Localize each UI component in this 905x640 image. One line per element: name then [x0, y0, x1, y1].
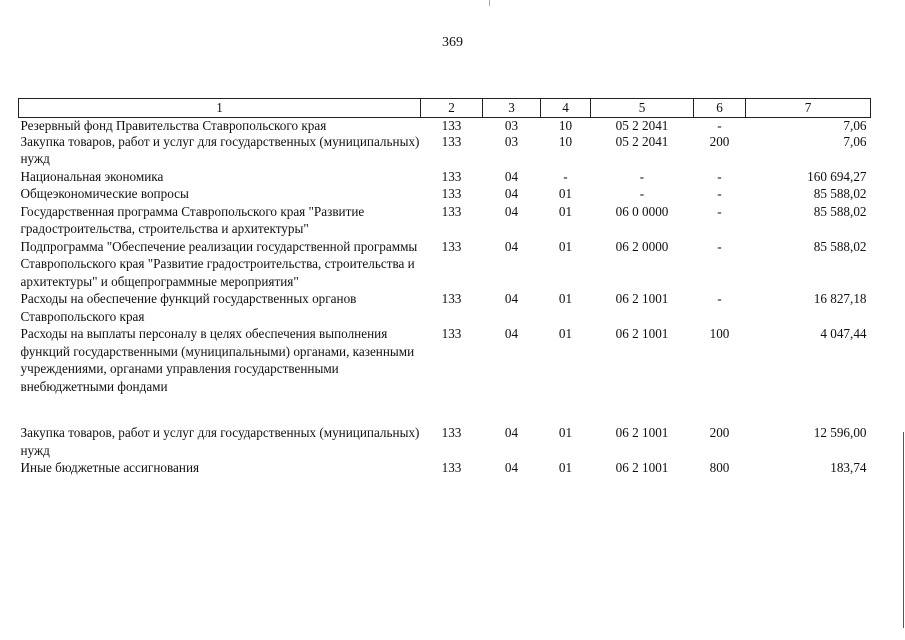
row-expense-type: - — [717, 117, 722, 133]
row-subsection: 01 — [558, 186, 573, 201]
budget-table — [18, 98, 871, 477]
row-target-article: 06 2 0000 — [615, 238, 669, 254]
row-name: Национальная экономика — [20, 168, 164, 184]
row-code: 133 — [441, 203, 462, 219]
row-amount: 85 588,02 — [813, 203, 867, 219]
row-expense-type: - — [717, 203, 722, 219]
row-amount: 85 588,02 — [813, 238, 867, 254]
row-code: 133 — [441, 291, 462, 306]
row-amount: 160 694,27 — [807, 168, 867, 184]
row-section: 04 — [504, 291, 519, 306]
row-expense-type: - — [717, 186, 722, 201]
row-expense-type: - — [717, 291, 722, 306]
row-target-article: - — [639, 168, 645, 184]
row-expense-type: 200 — [709, 133, 730, 149]
table-row — [19, 290, 871, 325]
row-subsection: 01 — [558, 203, 573, 219]
row-target-article: 06 2 1001 — [615, 460, 669, 475]
row-section: 04 — [504, 238, 519, 254]
column-header: 1 — [19, 99, 421, 118]
row-section: 03 — [504, 117, 519, 133]
row-amount: 85 588,02 — [813, 186, 867, 201]
table-header-row — [19, 99, 871, 118]
table-row — [19, 117, 871, 133]
row-amount: 7,06 — [843, 117, 867, 133]
row-name: Иные бюджетные ассигнования — [20, 460, 200, 475]
row-name: Закупка товаров, работ и услуг для государственных (муниципальных) нужд — [20, 425, 420, 458]
row-code: 133 — [441, 186, 462, 201]
row-subsection: 01 — [558, 326, 573, 341]
table-row — [19, 168, 871, 186]
row-target-article: 05 2 2041 — [615, 117, 669, 133]
row-subsection: 01 — [558, 291, 573, 306]
row-expense-type: 200 — [709, 425, 730, 440]
table-row — [19, 238, 871, 291]
row-section: 04 — [504, 425, 519, 440]
row-subsection: 10 — [558, 133, 573, 149]
table-row — [19, 133, 871, 168]
row-subsection: 10 — [558, 117, 573, 133]
row-code: 133 — [441, 460, 462, 475]
row-subsection: 01 — [558, 425, 573, 440]
row-name: Расходы на выплаты персоналу в целях обеспечения выполнения функций государственными (муниципальными) органами, казенными учреждениями, органами управления государственными внебюджетными фондами — [20, 326, 415, 394]
row-amount: 7,06 — [843, 133, 867, 149]
row-name: Общеэкономические вопросы — [20, 186, 189, 201]
row-subsection: 01 — [558, 460, 573, 475]
scan-mark-top — [489, 0, 490, 6]
scan-mark-right — [903, 432, 904, 628]
row-name: Расходы на обеспечение функций государственных органов Ставропольского края — [20, 291, 357, 324]
row-amount: 4 047,44 — [820, 326, 867, 341]
table-row — [19, 424, 871, 459]
row-subsection: - — [563, 168, 568, 184]
row-name: Резервный фонд Правительства Ставропольского края — [20, 117, 327, 133]
column-header: 7 — [746, 99, 871, 118]
column-header: 2 — [421, 99, 483, 118]
row-section: 04 — [504, 203, 519, 219]
row-target-article: 06 2 1001 — [615, 326, 669, 341]
page-number: 369 — [442, 35, 463, 50]
row-amount: 183,74 — [830, 460, 867, 475]
row-subsection: 01 — [558, 238, 573, 254]
row-amount: 12 596,00 — [813, 425, 867, 440]
row-name: Государственная программа Ставропольского края "Развитие градостроительства, строительства и архитектуры" — [20, 203, 365, 236]
row-section: 04 — [504, 186, 519, 201]
column-header: 5 — [591, 99, 694, 118]
table-row — [19, 203, 871, 238]
table-spacer-row — [19, 395, 871, 424]
row-section: 04 — [504, 326, 519, 341]
row-code: 133 — [441, 117, 462, 133]
row-target-article: 06 0 0000 — [615, 203, 669, 219]
table-row — [19, 325, 871, 395]
table-row — [19, 459, 871, 477]
row-expense-type: - — [717, 238, 722, 254]
column-header: 4 — [541, 99, 591, 118]
row-section: 03 — [504, 133, 519, 149]
row-code: 133 — [441, 238, 462, 254]
row-name: Закупка товаров, работ и услуг для государственных (муниципальных) нужд — [20, 133, 420, 166]
row-section: 04 — [504, 168, 519, 184]
row-target-article: - — [639, 186, 645, 201]
row-expense-type: - — [717, 168, 722, 184]
row-section: 04 — [504, 460, 519, 475]
row-expense-type: 800 — [709, 460, 730, 475]
row-code: 133 — [441, 168, 462, 184]
column-header: 3 — [483, 99, 541, 118]
row-name: Подпрограмма "Обеспечение реализации государственной программы Ставропольского края "Развитие градостроительства, строительства и архитектуры" и общепрограммные мероприятия" — [20, 238, 418, 289]
row-expense-type: 100 — [709, 326, 730, 341]
row-target-article: 06 2 1001 — [615, 291, 669, 306]
table-row — [19, 185, 871, 203]
column-header: 6 — [694, 99, 746, 118]
row-target-article: 05 2 2041 — [615, 133, 669, 149]
row-code: 133 — [441, 133, 462, 149]
row-target-article: 06 2 1001 — [615, 425, 669, 440]
row-code: 133 — [441, 326, 462, 341]
row-code: 133 — [441, 425, 462, 440]
row-amount: 16 827,18 — [813, 291, 867, 306]
